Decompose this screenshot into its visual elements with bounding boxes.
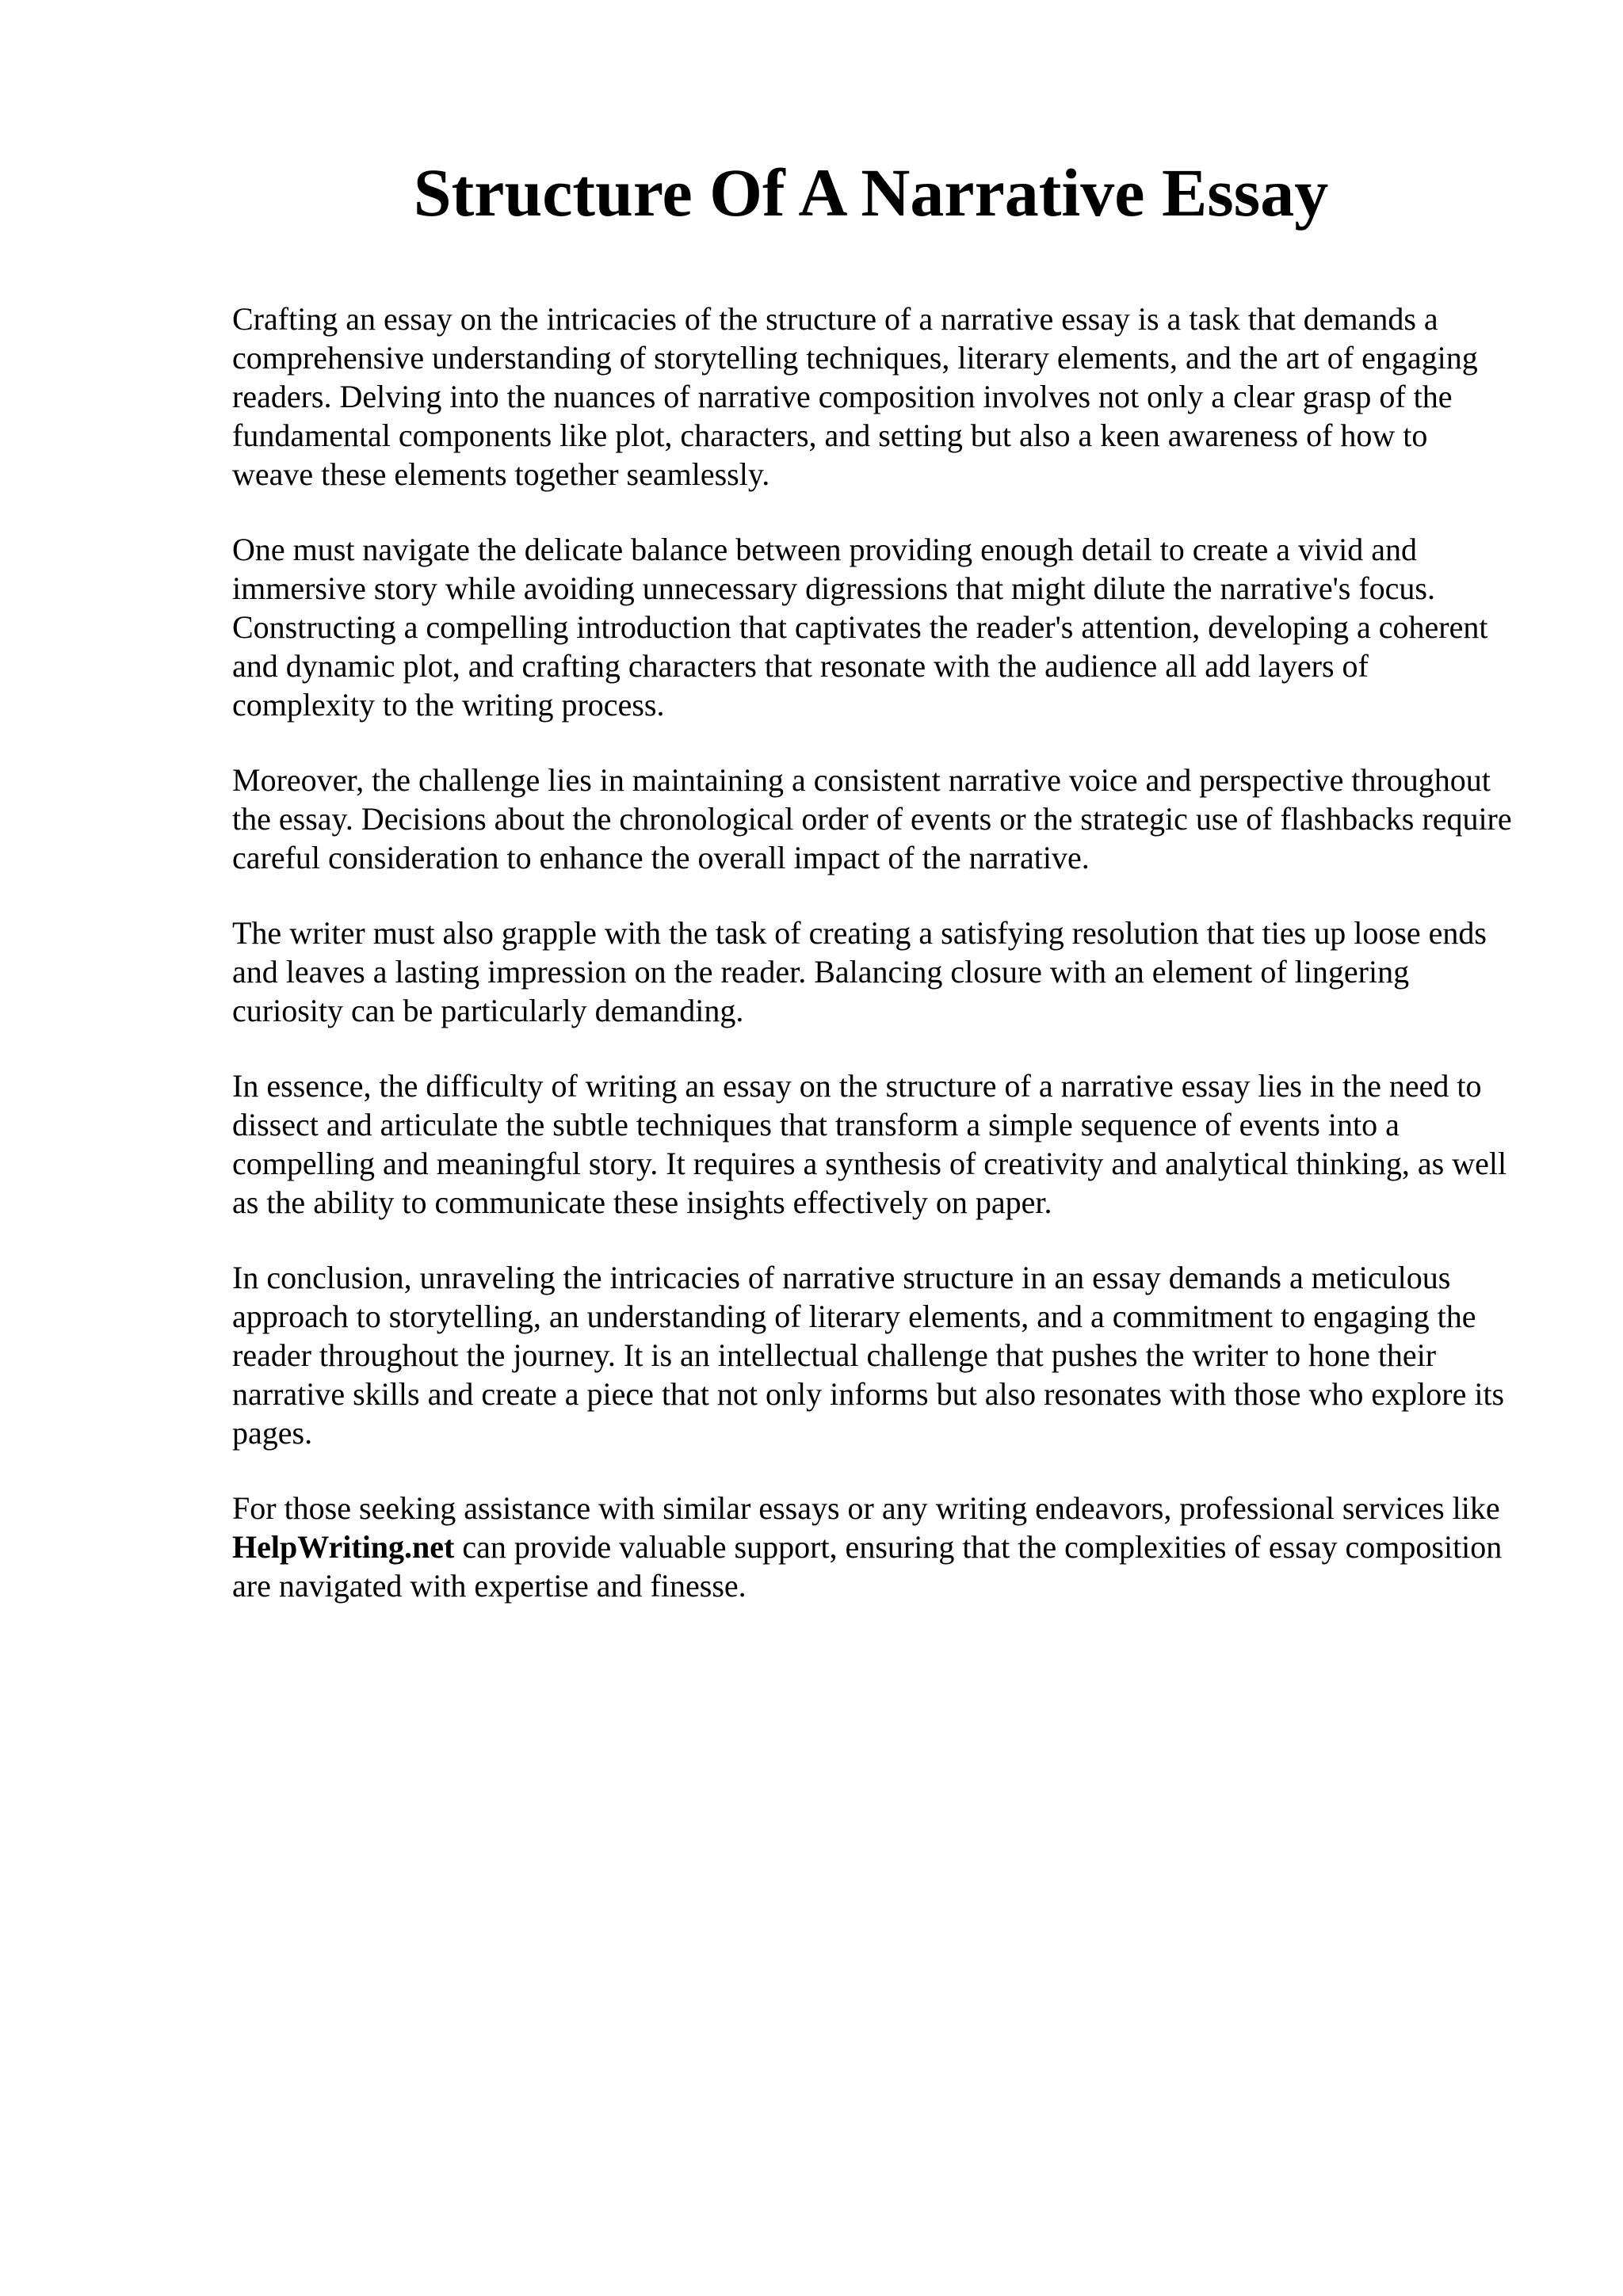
- paragraph-5: In essence, the difficulty of writing an essay on the structure of a narrative essay lies in the need to dissect and articulate the subtle techniques that transform a simple sequence of events into a compelling and meaningful story. It requires a synthesis of creativity and analytical thinking, as well as the ability to communicate these insights effectively on paper.: [232, 1068, 1507, 1220]
- paragraph-6: In conclusion, unraveling the intricacies of narrative structure in an essay demands a meticulous approach to storytelling, an understanding of literary elements, and a commitment to engaging the reader throughout the journey. It is an intellectual challenge that pushes the writer to hone their narrative skills and create a piece that not only informs but also resonates with those who explore its pages.: [232, 1260, 1505, 1451]
- paragraph-4: The writer must also grapple with the task of creating a satisfying resolution that ties up loose ends and leaves a lasting impression on the reader. Balancing closure with an element of lingering curiosity can be particularly demanding.: [232, 915, 1487, 1028]
- paragraph-1: Crafting an essay on the intricacies of the structure of a narrative essay is a task that demands a comprehensive understanding of storytelling techniques, literary elements, and the art of engaging readers. Delving into the nuances of narrative composition involves not only a clear grasp of the fundamental components like plot, characters, and setting but also a keen awareness of how to weave these elements together seamlessly.: [232, 301, 1478, 492]
- helpwriting-link-text: HelpWriting.net: [232, 1529, 455, 1565]
- paragraph-3: Moreover, the challenge lies in maintaining a consistent narrative voice and perspective throughout the essay. Decisions about the chronological order of events or the strategic use of flashbacks require careful consideration to enhance the overall impact of the narrative.: [232, 762, 1512, 875]
- closing-text-after: can provide valuable support, ensuring that the complexities of essay composition are navigated with expertise and finesse.: [232, 1529, 1503, 1604]
- closing-text-before: For those seeking assistance with similar essays or any writing endeavors, professional services like: [232, 1490, 1500, 1526]
- document-body: [232, 299, 1512, 1642]
- document-title: Structure Of A Narrative Essay: [413, 154, 1329, 231]
- closing-paragraph: [232, 1489, 1512, 1605]
- paragraph-2: One must navigate the delicate balance between providing enough detail to create a vivid and immersive story while avoiding unnecessary digressions that might dilute the narrative's focus. Constructing a compelling introduction that captivates the reader's attention, developing a coherent and dynamic plot, and crafting characters that resonate with the audience all add layers of complexity to the writing process.: [232, 532, 1488, 723]
